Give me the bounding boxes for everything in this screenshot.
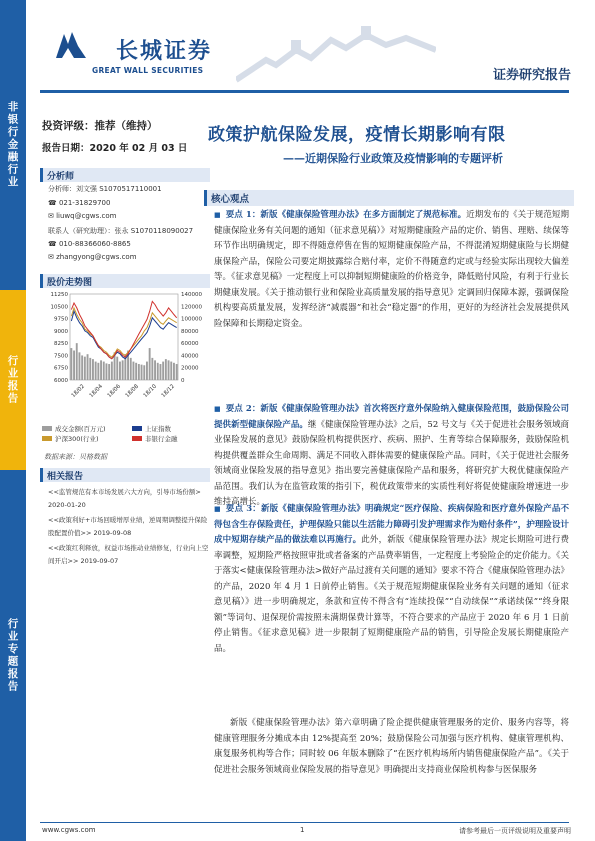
volume-bar bbox=[162, 362, 164, 380]
volume-bar bbox=[149, 348, 151, 380]
volume-bar bbox=[141, 365, 143, 380]
y-tick-label-right: 140000 bbox=[181, 292, 202, 298]
volume-bar bbox=[130, 358, 132, 380]
volume-bar bbox=[95, 362, 97, 380]
contact-phone: ☎ 010-88366060-8865 bbox=[48, 240, 131, 248]
volume-bar bbox=[89, 358, 91, 380]
related-report[interactable]: <<政策利好+市场回暖增厚业绩，逆周期调整提升保险股配置价值>> 2019-09-08 bbox=[48, 516, 208, 537]
legend-swatch bbox=[132, 426, 142, 431]
y-tick-label-right: 0 bbox=[181, 378, 185, 384]
plot-area bbox=[70, 294, 178, 380]
bullet-icon: ■ bbox=[214, 211, 221, 219]
related-report[interactable]: <<监管规范有本市场发展六大方向，引导市场份额> 2020-01-20 bbox=[48, 488, 201, 509]
volume-bar bbox=[116, 357, 118, 380]
volume-bar bbox=[106, 363, 108, 380]
volume-bar bbox=[122, 360, 124, 380]
footer-url[interactable]: www.cgws.com bbox=[42, 826, 96, 834]
page-number: 1 bbox=[300, 826, 305, 834]
point-2-paragraph bbox=[214, 402, 569, 511]
analyst-phone: ☎ 021-31829700 bbox=[48, 199, 111, 207]
side-block-report bbox=[0, 290, 26, 470]
side-label-industry: 非银行金融行业 bbox=[6, 101, 19, 189]
analyst-heading: 分析师 bbox=[40, 168, 210, 182]
legend-item bbox=[42, 424, 106, 433]
volume-bar bbox=[135, 363, 137, 380]
volume-bar bbox=[168, 360, 170, 380]
y-tick-label-left: 10500 bbox=[50, 304, 68, 311]
volume-bar bbox=[103, 362, 105, 380]
x-tick-label: 18/06 bbox=[106, 383, 123, 400]
y-tick-label-right: 20000 bbox=[181, 365, 199, 372]
legend-item bbox=[132, 424, 171, 433]
side-block-industry bbox=[0, 0, 26, 290]
y-tick-label-right: 100000 bbox=[181, 316, 202, 323]
volume-bar bbox=[119, 362, 121, 380]
y-tick-label-left: 6000 bbox=[54, 378, 68, 384]
legend-item bbox=[42, 434, 98, 443]
stock-chart bbox=[40, 288, 212, 438]
report-subtitle: ——近期保险行业政策及疫情影响的专题评析 bbox=[283, 152, 503, 165]
legend-label: 沪深300(行业) bbox=[55, 435, 99, 443]
x-tick-label: 18/08 bbox=[124, 383, 141, 400]
volume-bar bbox=[173, 363, 175, 380]
point-3-highlight: 要点 3：新版《健康保险管理办法》明确规定“医疗保险、疾病保险和医疗意外保险产品不得包含生存保险责任，护理保险只能以生活能力障碍引发护理需求作为赔付条件”，护理险设计成中短期存续产品的做法难以再施行。 bbox=[214, 504, 569, 545]
core-view-heading: 核心观点 bbox=[204, 190, 574, 206]
volume-bar bbox=[133, 362, 135, 380]
volume-bar bbox=[70, 348, 72, 380]
point-3-paragraph bbox=[214, 502, 569, 657]
volume-bar bbox=[108, 364, 110, 380]
volume-bar bbox=[76, 343, 78, 380]
volume-bar bbox=[176, 364, 178, 380]
volume-bar bbox=[73, 351, 75, 380]
volume-bar bbox=[97, 363, 99, 380]
y-tick-label-right: 60000 bbox=[181, 341, 199, 348]
legend-swatch bbox=[42, 436, 52, 441]
volume-bar bbox=[138, 364, 140, 380]
point-2-body: 继《健康保险管理办法》之后，52 号文与《关于促进社会服务领域商业保险发展的意见》鼓励保险机构提供医疗、疾病、照护、生育等综合保障服务，鼓励保险机构提供覆盖群众生命周期、满足不同收入群体需要的健康保险产品。同时，《关于促进社会服务领域商业保险发展的指导意见》指出要完善健康保险产品和服务，将研究扩大税优健康保险产品范围。我们认为在监管政策的指引下，税优政策带来的实质性利好将促使健康险增速进一步维持高增长。 bbox=[214, 419, 569, 507]
volume-bar bbox=[146, 362, 148, 380]
related-report[interactable]: <<政策红利释放，权益市场推动业绩修复，行业向上空间开启>> 2019-09-07 bbox=[48, 544, 209, 565]
volume-bar bbox=[151, 358, 153, 380]
volume-bar bbox=[157, 363, 159, 380]
y-tick-label-left: 9000 bbox=[54, 328, 68, 335]
y-tick-label-right: 120000 bbox=[181, 304, 202, 311]
legend-label: 上证指数 bbox=[145, 425, 171, 433]
contact-email[interactable]: ✉ zhangyong@cgws.com bbox=[48, 253, 137, 261]
side-strip bbox=[0, 0, 26, 841]
health-management-paragraph: 新版《健康保险管理办法》第六章明确了险企提供健康管理服务的定价、服务内容等，将健康管理服务分摊成本由 12%提高至 20%；鼓励保险公司加强与医疗机构、健康管理机构、康复服务机构等合作；同时较 06 年版本删除了“在医疗机构场所内销售健康保险产品”。《关于促进社会服务领域商业保险发展的指导意见》明确提出支持商业保险机构参与医保服务 bbox=[214, 718, 569, 775]
volume-bar bbox=[111, 362, 113, 380]
side-label-topic: 行业专题报告 bbox=[6, 618, 19, 693]
report-type: 证券研究报告 bbox=[492, 68, 571, 83]
point-2-highlight: 要点 2：新版《健康保险管理办法》首次将医疗意外保险纳入健康保险范围，鼓励保险公司提供新型健康保险产品。 bbox=[214, 404, 569, 430]
bullet-icon: ■ bbox=[214, 405, 221, 413]
legend-swatch bbox=[132, 436, 142, 441]
y-tick-label-left: 7500 bbox=[54, 353, 68, 360]
series-line bbox=[71, 311, 176, 359]
report-date: 报告日期：2020 年 02 月 03 日 bbox=[42, 143, 188, 154]
side-label-report: 行业报告 bbox=[6, 355, 19, 405]
volume-bar bbox=[170, 362, 172, 380]
legend-swatch bbox=[42, 426, 52, 431]
great-wall-watermark bbox=[236, 10, 436, 90]
analyst-email[interactable]: ✉ liuwq@cgws.com bbox=[48, 212, 117, 220]
side-block-topic bbox=[0, 470, 26, 841]
volume-bar bbox=[160, 364, 162, 380]
y-tick-label-left: 9750 bbox=[54, 316, 68, 323]
point-1-highlight: 要点 1：新版《健康保险管理办法》在多方面制定了规范标准。 bbox=[225, 210, 467, 220]
series-line bbox=[71, 301, 176, 358]
y-tick-label-left: 8250 bbox=[54, 341, 68, 348]
x-tick-label: 18/10 bbox=[142, 383, 159, 400]
related-heading: 相关报告 bbox=[40, 468, 210, 482]
logo-icon bbox=[54, 28, 88, 62]
logo-english: GREAT WALL SECURITIES bbox=[92, 66, 204, 75]
volume-bar bbox=[84, 357, 86, 380]
y-tick-label-right: 80000 bbox=[181, 328, 199, 335]
volume-bar bbox=[87, 354, 89, 380]
header-divider bbox=[40, 90, 569, 93]
y-tick-label-left: 6750 bbox=[54, 365, 68, 372]
chart-heading: 股价走势图 bbox=[40, 274, 210, 288]
footer-divider bbox=[40, 822, 569, 823]
x-tick-label: 18/12 bbox=[160, 383, 177, 400]
point-3-body: 此外，新版《健康保险管理办法》规定长期险可进行费率调整，短期险严格按照审批或者备案的产品费率销售，一定程度上考验险企的定价能力。《关于落实<健康保险管理办法>做好产品过渡有关问题的通知》要求不符合《健康保险管理办法》的产品，2020 年 4 月 1 日前停止销售。《关于规范短期健康保险业务有关问题的通知（征求意见稿）》进一步明确规定，条款和宣传不得含有“连续投保”“自动续保”“承诺续保”“终身限额”等词句、退保现价需按照未满期保费计算等，不符合要求的产品应于 2020 年 6 月 1 日前停止销售。《征求意见稿》进一步限制了短期健康险产品的销售，引导险企发展长期健康险产品。 bbox=[214, 535, 569, 654]
volume-bar bbox=[100, 360, 102, 380]
y-tick-label-left: 11250 bbox=[50, 292, 68, 298]
logo-text: 长城证券 bbox=[116, 38, 213, 64]
volume-bar bbox=[92, 359, 94, 380]
volume-bar bbox=[154, 360, 156, 380]
legend-label: 成交金额(百万元) bbox=[55, 425, 106, 433]
volume-bar bbox=[81, 355, 83, 380]
investment-rating: 投资评级：推荐（维持） bbox=[42, 120, 158, 132]
x-tick-label: 18/04 bbox=[88, 383, 105, 400]
legend-item bbox=[132, 434, 178, 443]
footer-disclaimer: 请参考最后一页评级说明及重要声明 bbox=[459, 827, 571, 835]
bullet-icon: ■ bbox=[214, 505, 221, 513]
legend-label: 非银行金融 bbox=[145, 435, 178, 443]
x-tick-label: 18/02 bbox=[70, 383, 87, 400]
volume-bar bbox=[143, 365, 145, 380]
volume-bar bbox=[79, 352, 81, 380]
point-1-body: 近期发布的《关于规范短期健康保险业务有关问题的通知（征求意见稿）》对短期健康险产品的定价、销售、理赔、续保等环节作出明确规定，即不得随意停售在售的短期健康保险产品，不得混淆短期健康险与长期健康保险产品，保险公司要定期披露综合赔付率，定价不得随意约定或与经验实际出现较大偏差等。《征求意见稿》一定程度上可以抑制短期健康险的价格竞争，降低赔付风险，有利于行业长期健康发展。《关于推动银行业和保险业高质量发展的指导意见》定调回归保障本源，强调保险机构要高质量发展，发挥经济“减震器”和社会“稳定器”的作用，更好的为经济社会发展提供风险保障和长期稳定资金。 bbox=[214, 210, 569, 329]
data-source: 数据来源：贝格数据 bbox=[44, 453, 107, 461]
volume-bar bbox=[165, 359, 167, 380]
analyst-line: 分析师：刘文强 S1070517110001 bbox=[48, 185, 162, 193]
y-tick-label-right: 40000 bbox=[181, 353, 199, 360]
point-1-paragraph bbox=[214, 208, 569, 332]
contact-line: 联系人（研究助理）：张永 S1070118090027 bbox=[48, 227, 194, 235]
report-title: 政策护航保险发展，疫情长期影响有限 bbox=[208, 125, 506, 145]
page-header bbox=[26, 0, 595, 100]
